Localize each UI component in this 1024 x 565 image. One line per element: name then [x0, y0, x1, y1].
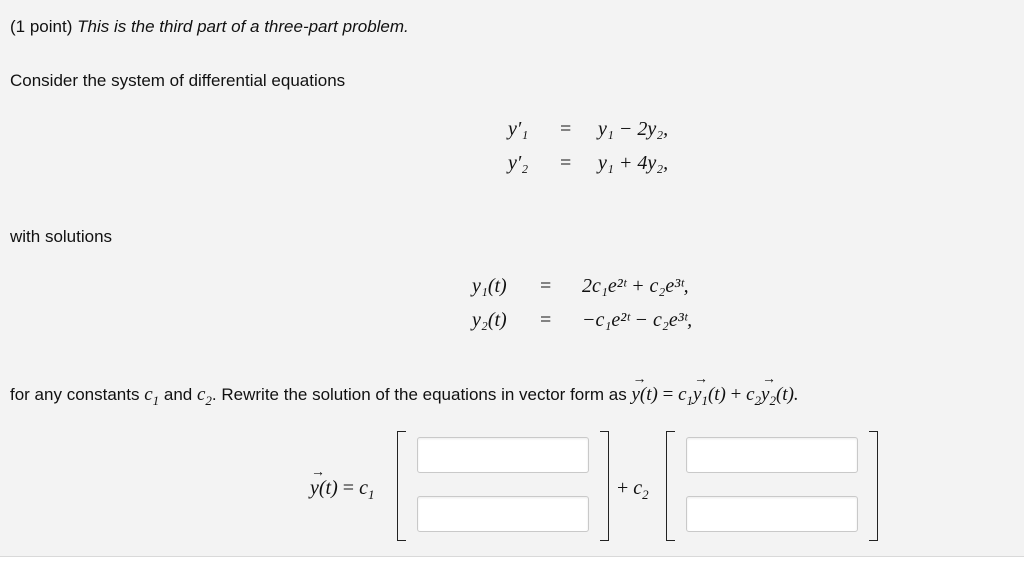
consider-text: Consider the system of differential equations: [10, 71, 346, 90]
const-c2: $c_2$: [196, 384, 212, 408]
sol1-lhs: y₁(t): [472, 275, 507, 297]
plus-c2: + $c_2$: [617, 477, 649, 502]
answer-input-1-bottom[interactable]: [417, 496, 589, 532]
answer-input-2-top[interactable]: [686, 437, 858, 473]
eq1-equals: =: [560, 118, 572, 140]
right-bracket-1: [600, 431, 609, 541]
left-bracket-1: [397, 431, 406, 541]
problem-intro: [10, 17, 409, 37]
rewrite-prefix: for any constants: [10, 385, 140, 404]
eq2-rhs: y₁ + 4y₂,: [598, 152, 669, 174]
const-c1: $c_1$: [144, 384, 160, 408]
eq1-lhs: y′₁: [508, 118, 529, 140]
problem-subtitle: This is the third part of a three-part problem.: [77, 17, 409, 36]
rewrite-mid: . Rewrite the solution of the equations in vector form as: [211, 385, 627, 404]
answer-lhs: y → $(t) = c_1$: [310, 465, 375, 502]
sol1-equals: =: [540, 275, 552, 297]
answer-input-2-bottom[interactable]: [686, 496, 858, 532]
eq1-rhs: y₁ − 2y₂,: [598, 118, 669, 140]
points-label: (1 point): [10, 17, 73, 36]
with-solutions-text: with solutions: [10, 227, 113, 246]
eq2-lhs: y′₂: [508, 152, 529, 174]
sol2-equals: =: [540, 309, 552, 331]
rewrite-sentence: [10, 372, 799, 408]
bottom-band: [0, 557, 1024, 565]
right-bracket-2: [869, 431, 878, 541]
sol1-rhs: 2c₁e²ᵗ + c₂e³ᵗ,: [582, 275, 689, 297]
rewrite-and: and: [163, 385, 193, 404]
vector-form-expression: y → $(t) = c_1y$ → $_1(t) + c_2y$ → $_2$(t).: [631, 372, 799, 408]
sol2-lhs: y₂(t): [472, 309, 507, 331]
answer-input-1-top[interactable]: [417, 437, 589, 473]
sol2-rhs: −c₁e²ᵗ − c₂e³ᵗ,: [582, 309, 693, 331]
left-bracket-2: [666, 431, 675, 541]
eq2-equals: =: [560, 152, 572, 174]
